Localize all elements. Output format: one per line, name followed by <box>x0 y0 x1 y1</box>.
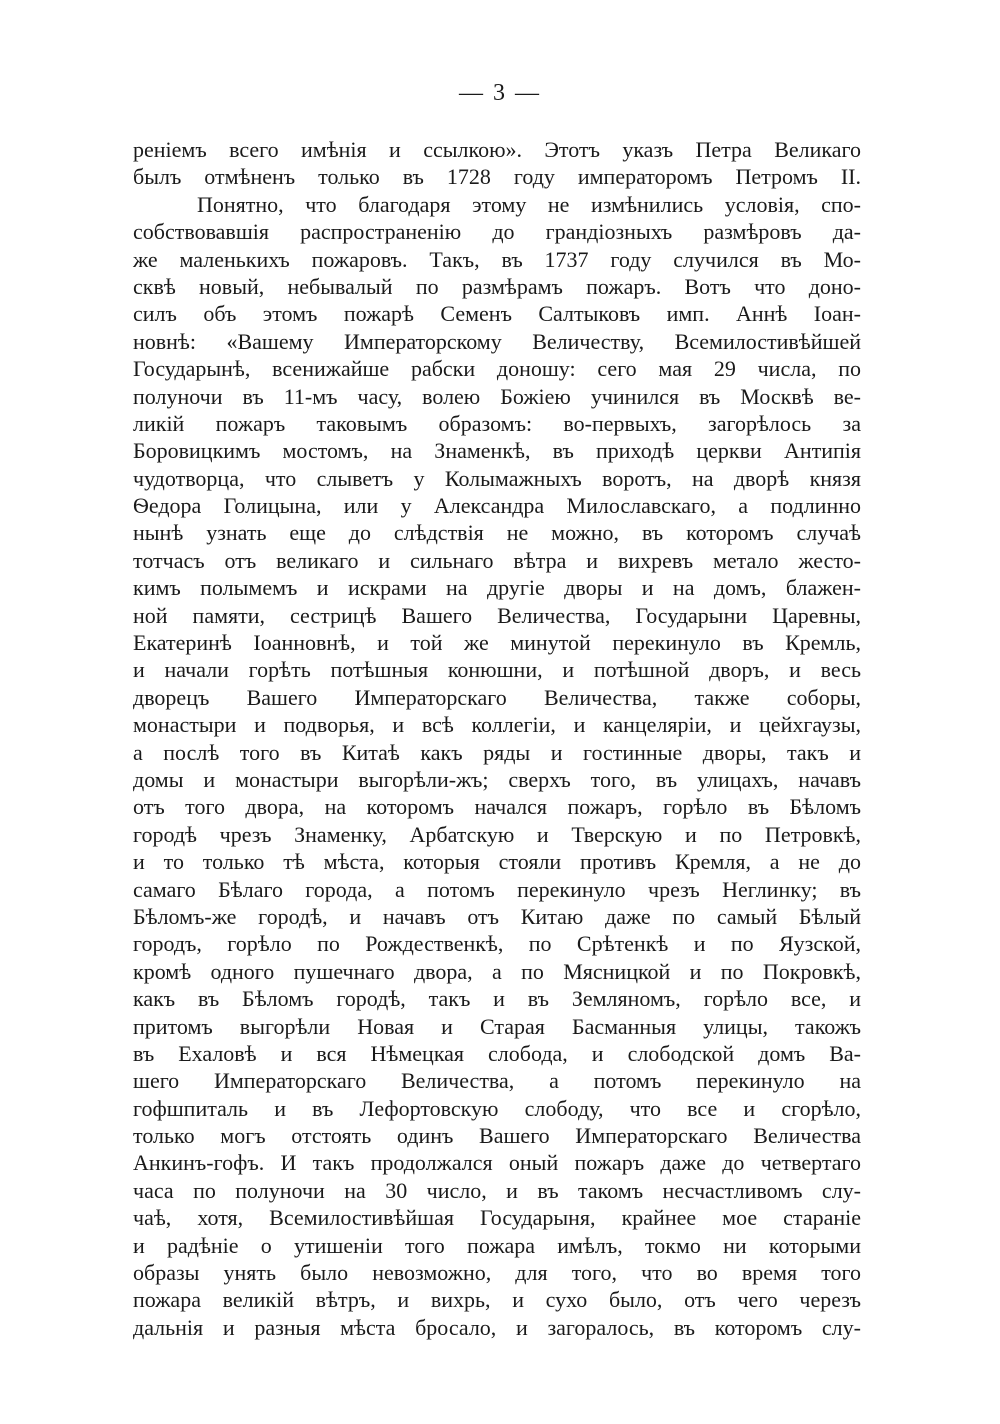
text-line-content: полуночи въ 11-мъ часу, волею Божіею учинился въ Москвѣ ве- <box>133 383 861 409</box>
text-line-content: Ѳедора Голицына, или у Александра Милославскаго, а подлинно <box>133 493 861 519</box>
text-line <box>133 246 861 273</box>
text-line <box>133 1204 861 1231</box>
text-line <box>133 547 861 574</box>
text-line <box>133 519 861 546</box>
text-line-content: и то только тѣ мѣста, которыя стояли противъ Кремля, а не до <box>133 849 861 875</box>
text-line <box>133 1095 861 1122</box>
text-line <box>133 656 861 683</box>
text-line-content: только могъ отстоять одинъ Вашего Императорскаго Величества <box>133 1123 861 1149</box>
text-line-content: сквѣ новый, небывалый по размѣрамъ пожаръ. Вотъ что доно- <box>133 273 861 299</box>
text-line-content: отъ того двора, на которомъ начался пожаръ, горѣло въ Бѣломъ <box>133 794 861 820</box>
text-line-content: и радѣніе о утишеніи того пожара имѣлъ, токмо ни которыми <box>133 1232 861 1258</box>
text-line <box>133 410 861 437</box>
text-line <box>133 711 861 738</box>
text-line <box>133 1040 861 1067</box>
text-line-content: Бѣломъ-же городѣ, и начавъ отъ Китаю даже по самый Бѣлый <box>133 903 861 929</box>
text-line <box>133 629 861 656</box>
text-line <box>133 163 861 190</box>
text-line-content: кимъ полымемъ и искрами на другіе дворы и на домъ, блажен- <box>133 575 861 601</box>
text-line <box>133 848 861 875</box>
text-line-content: какъ въ Бѣломъ городѣ, такъ и въ Земляномъ, горѣло все, и <box>133 986 861 1012</box>
text-line <box>133 574 861 601</box>
text-line <box>133 1067 861 1094</box>
text-line-content: часа по полуночи на 30 число, и въ такомъ несчастливомъ слу- <box>133 1177 861 1203</box>
text-line <box>133 273 861 300</box>
text-line <box>133 793 861 820</box>
text-line-content: дворецъ Вашего Императорскаго Величества, также соборы, <box>133 684 861 710</box>
text-line <box>133 1013 861 1040</box>
text-line <box>133 437 861 464</box>
text-line-content: же маленькихъ пожаровъ. Такъ, въ 1737 году случился въ Мо- <box>133 246 861 272</box>
text-line <box>133 383 861 410</box>
text-line-content: чаѣ, хотя, Всемилостивѣйшая Государыня, крайнее мое стараніе <box>133 1205 861 1231</box>
text-line <box>133 355 861 382</box>
text-line-content: пожара великій вѣтръ, и вихрь, и сухо было, отъ чего черезъ <box>133 1287 861 1313</box>
text-line <box>133 930 861 957</box>
text-line <box>133 300 861 327</box>
text-line <box>133 1259 861 1286</box>
text-line <box>133 1122 861 1149</box>
text-line <box>133 602 861 629</box>
text-line-content: городъ, горѣло по Рождественкѣ, по Срѣтенкѣ и по Яузской, <box>133 931 861 957</box>
text-line <box>133 1286 861 1313</box>
text-line-content: городѣ чрезъ Знаменку, Арбатскую и Тверскую и по Петровкѣ, <box>133 821 861 847</box>
text-line-content: нынѣ узнать еще до слѣдствія не можно, въ которомъ случаѣ <box>133 520 861 546</box>
text-line <box>133 191 861 218</box>
text-line-content: Государынѣ, всенижайше рабски доношу: сего мая 29 числа, по <box>133 356 861 382</box>
text-line-content: дальнія и разныя мѣста бросало, и загоралось, въ которомъ слу- <box>133 1314 861 1340</box>
text-line <box>133 465 861 492</box>
text-line-content: реніемъ всего имѣнія и ссылкою». Этотъ указъ Петра Великаго <box>133 137 861 162</box>
text-line-content: Екатеринѣ Іоанновнѣ, и той же минутой перекинуло въ Кремль, <box>133 630 861 656</box>
text-line <box>133 766 861 793</box>
text-line-content: и начали горѣть потѣшныя конюшни, и потѣшной дворъ, и весь <box>133 657 861 683</box>
text-line <box>133 218 861 245</box>
text-line-content: новнѣ: «Вашему Императорскому Величеству, Всемилостивѣйшей <box>133 328 861 354</box>
text-line-content: силъ объ этомъ пожарѣ Семенъ Салтыковъ имп. Аннѣ Іоан- <box>133 301 861 327</box>
text-line-content: собствовавшія распространенію до грандіозныхъ размѣровъ да- <box>133 219 861 245</box>
text-line-content: гофшпиталь и въ Лефортовскую слободу, что все и сгорѣло, <box>133 1095 861 1121</box>
text-line <box>133 1149 861 1176</box>
text-line <box>133 985 861 1012</box>
text-line-content: тотчасъ отъ великаго и сильнаго вѣтра и вихревъ метало жесто- <box>133 547 861 573</box>
text-line-content: Понятно, что благодаря этому не измѣнились условія, спо- <box>197 191 861 217</box>
text-line <box>133 328 861 355</box>
text-line <box>133 492 861 519</box>
text-line-content: ликій пожаръ таковымъ образомъ: во-первыхъ, загорѣлось за <box>133 410 861 436</box>
text-line <box>133 739 861 766</box>
text-line-content: въ Ехаловѣ и вся Нѣмецкая слобода, и слободской домъ Ва- <box>133 1040 861 1066</box>
text-line-content: кромѣ одного пушечнаго двора, а по Мясницкой и по Покровкѣ, <box>133 958 861 984</box>
text-line-content: самаго Бѣлаго города, а потомъ перекинуло чрезъ Неглинку; въ <box>133 876 861 902</box>
text-line-content: образы унять было невозможно, для того, что во время того <box>133 1260 861 1286</box>
text-line-content: Анкинъ-гофъ. И такъ продолжался оный пожаръ даже до четвертаго <box>133 1150 861 1176</box>
text-line-content: а послѣ того въ Китаѣ какъ ряды и гостинные дворы, такъ и <box>133 739 861 765</box>
text-line <box>133 903 861 930</box>
text-line-content: ной памяти, сестрицѣ Вашего Величества, Государыни Царевны, <box>133 602 861 628</box>
text-line-content: притомъ выгорѣли Новая и Старая Басманныя улицы, такожъ <box>133 1013 861 1039</box>
text-line <box>133 1177 861 1204</box>
text-line-content: домы и монастыри выгорѣли-жъ; сверхъ того, въ улицахъ, начавъ <box>133 766 861 792</box>
text-line-content: Боровицкимъ мостомъ, на Знаменкѣ, въ приходѣ церкви Антипія <box>133 438 861 464</box>
page-number: — 3 — <box>459 80 541 106</box>
text-line <box>133 958 861 985</box>
body-text <box>133 136 861 1341</box>
text-line <box>133 684 861 711</box>
text-line <box>133 821 861 848</box>
text-line-content: чудотворца, что слыветъ у Колымажныхъ воротъ, на дворѣ князя <box>133 465 861 491</box>
text-line-content: шего Императорскаго Величества, а потомъ перекинуло на <box>133 1068 861 1094</box>
text-line-content: монастыри и подворья, и всѣ коллегіи, и канцеляріи, и цейхгаузы, <box>133 712 861 738</box>
text-line-content: былъ отмѣненъ только въ 1728 году императоромъ Петромъ II. <box>133 164 861 190</box>
text-line <box>133 1232 861 1259</box>
text-line <box>133 1314 861 1341</box>
text-line <box>133 876 861 903</box>
text-line <box>133 136 861 163</box>
